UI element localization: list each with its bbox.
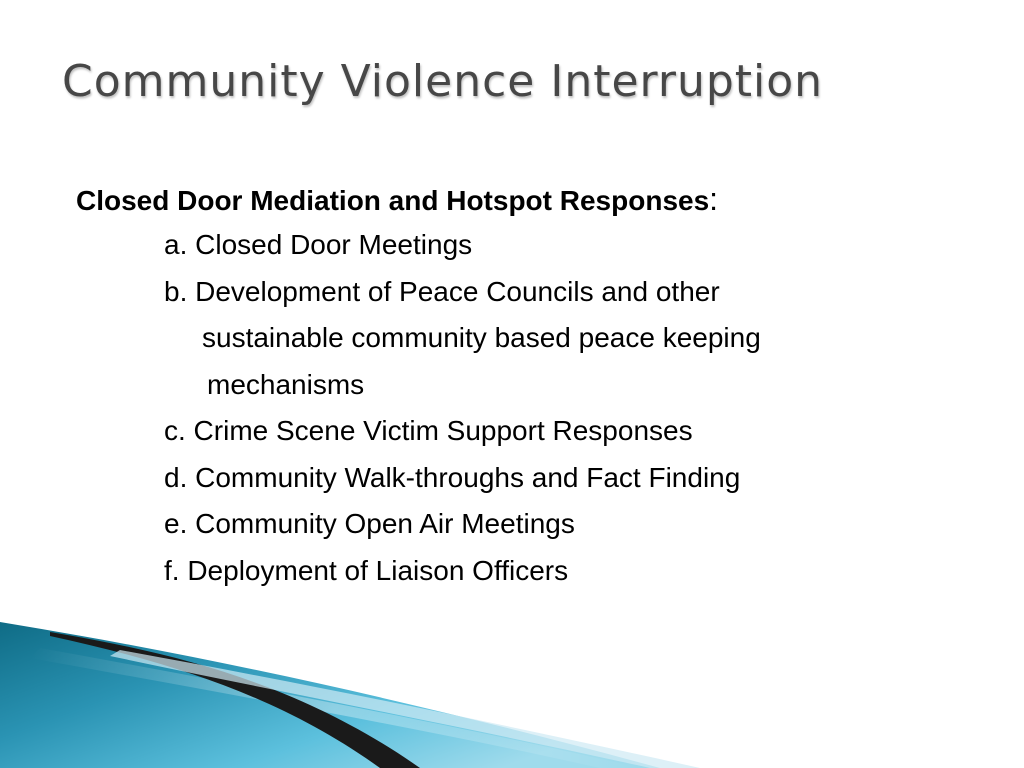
decorative-wave-graphic xyxy=(0,618,1024,768)
section-heading-text: Closed Door Mediation and Hotspot Responses xyxy=(76,185,710,216)
section-heading-colon: : xyxy=(709,181,719,217)
list-item-b: b. Development of Peace Councils and other xyxy=(164,275,720,307)
list-item-b-continuation-2: mechanisms xyxy=(207,368,365,400)
slide-title: Community Violence Interruption xyxy=(62,56,824,107)
section-heading xyxy=(76,176,976,222)
list-item-b-continuation-1: sustainable community based peace keeping xyxy=(202,322,761,353)
list-item-d: d. Community Walk-throughs and Fact Finding xyxy=(164,461,741,493)
list-item-f: f. Deployment of Liaison Officers xyxy=(164,554,569,586)
slide-body xyxy=(76,176,976,594)
list-item-c: c. Crime Scene Victim Support Responses xyxy=(164,415,693,446)
list-item-a: a. Closed Door Meetings xyxy=(164,229,473,260)
list-item-e: e. Community Open Air Meetings xyxy=(164,508,575,539)
